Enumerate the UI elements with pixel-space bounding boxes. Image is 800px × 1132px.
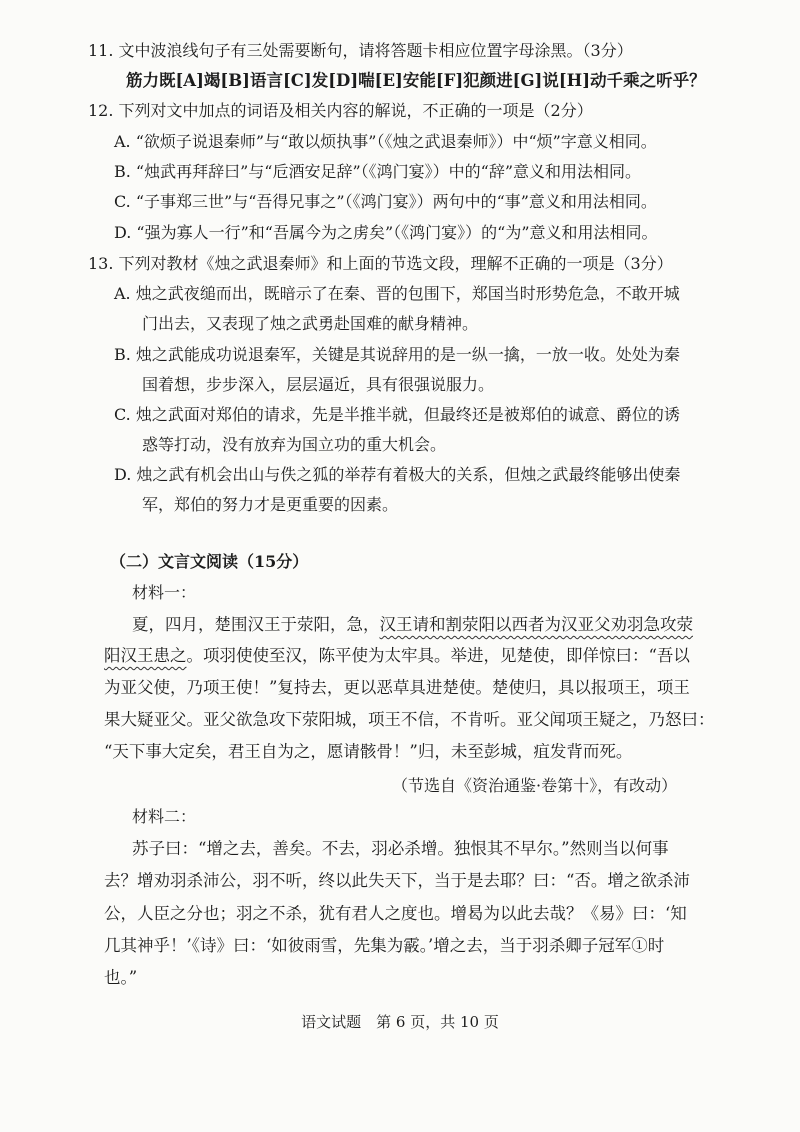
q13-option-d-line1: D. 烛之武有机会出山与佚之狐的举荐有着极大的关系，但烛之武最终能够出使秦 [114,465,681,484]
q13-option-c-line2: 惑等打动，没有放弃为国立功的重大机会。 [142,435,447,454]
material2-line4: 几其神乎！’《诗》曰：‘如彼雨雪，先集为霰。’增之去，当于羽杀卿子冠军①时 [104,936,665,955]
q13-stem: 13. 下列对教材《烛之武退秦师》和上面的节选文段，理解不正确的一项是（3分） [88,254,673,273]
q13-option-c-line1: C. 烛之武面对郑伯的请求，先是半推半就，但最终还是被郑伯的诚意、爵位的诱 [114,405,680,424]
q13-option-a-line2: 门出去，又表现了烛之武勇赴国难的献身精神。 [142,314,479,333]
material2-label: 材料二： [132,807,197,826]
q12-option-c: C. “子事郑三世”与“吾得兄事之”（《鸿门宴》）两句中的“事”意义和用法相同。 [114,192,657,211]
material1-line2-plain: 。项羽使使至汉，陈平使为太牢具。举进，见楚使，即佯惊曰：“吾以 [186,646,690,665]
material2-line2: 去？增劝羽杀沛公，羽不听，终以此失天下，当于是去耶？曰：“否。增之欲杀沛 [104,871,690,890]
material2-line1: 苏子曰：“增之去，善矣。不去，羽必杀增。独恨其不早尔。”然则当以何事 [132,839,669,858]
wavy-sentence-part2: 阳汉王患之 [104,646,187,665]
material1-line1-plain: 夏，四月，楚围汉王于荥阳，急， [132,615,380,634]
material1-line4: 果大疑亚父。亚父欲急攻下荥阳城，项王不信，不肯听。亚父闻项王疑之，乃怒曰： [104,710,715,729]
material1-source: （节选自《资治通鉴·卷第十》，有改动） [392,776,678,795]
q13-option-b-line1: B. 烛之武能成功说退秦军，关键是其说辞用的是一纵一擒，一放一收。处处为秦 [114,345,680,364]
material2-line5: 也。” [104,968,138,987]
q11-sentence: 筋力既[A]竭[B]语言[C]发[D]喘[E]安能[F]犯颜进[G]说[H]动千乘之听乎？ [126,71,706,90]
material1-label: 材料一： [132,583,197,602]
material1-line1 [132,614,800,636]
section-heading: （二）文言文阅读（15分） [110,552,309,571]
q13-option-b-line2: 国着想，步步深入，层层逼近，具有很强说服力。 [142,375,495,394]
material1-line5: “天下事大定矣，君王自为之，愿请骸骨！”归，未至彭城，疽发背而死。 [104,742,633,761]
material2-line3: 公，人臣之分也；羽之不杀，犹有君人之度也。增曷为以此去哉？《易》曰：‘知 [104,904,687,923]
q12-stem: 12. 下列对文中加点的词语及相关内容的解说，不正确的一项是（2分） [88,101,593,120]
q13-option-a-line1: A. 烛之武夜缒而出，既暗示了在秦、晋的包围下，郑国当时形势危急，不敢开城 [114,284,680,303]
material1-line3: 为亚父使，乃项王使！”复持去，更以恶草具进楚使。楚使归，具以报项王，项王 [104,678,690,697]
page-footer: 语文试题 第 6 页，共 10 页 [301,1013,499,1031]
q12-option-a: A. “欲烦子说退秦师”与“敢以烦执事”（《烛之武退秦师》）中“烦”字意义相同。 [114,132,657,151]
q12-option-b: B. “烛武再拜辞曰”与“卮酒安足辞”（《鸿门宴》）中的“辞”意义和用法相同。 [114,162,642,181]
q12-option-d: D. “强为寡人一行”和“吾属今为之虏矣”（《鸿门宴》）的“为”意义和用法相同。 [114,223,658,242]
material1-line2 [104,645,800,667]
q11-stem: 11. 文中波浪线句子有三处需要断句，请将答题卡相应位置字母涂黑。（3分） [88,41,633,60]
wavy-sentence-part1: 汉王请和割荥阳以西者为汉亚父劝羽急攻荥 [379,615,693,634]
q13-option-d-line2: 军，郑伯的努力才是更重要的因素。 [142,495,399,514]
